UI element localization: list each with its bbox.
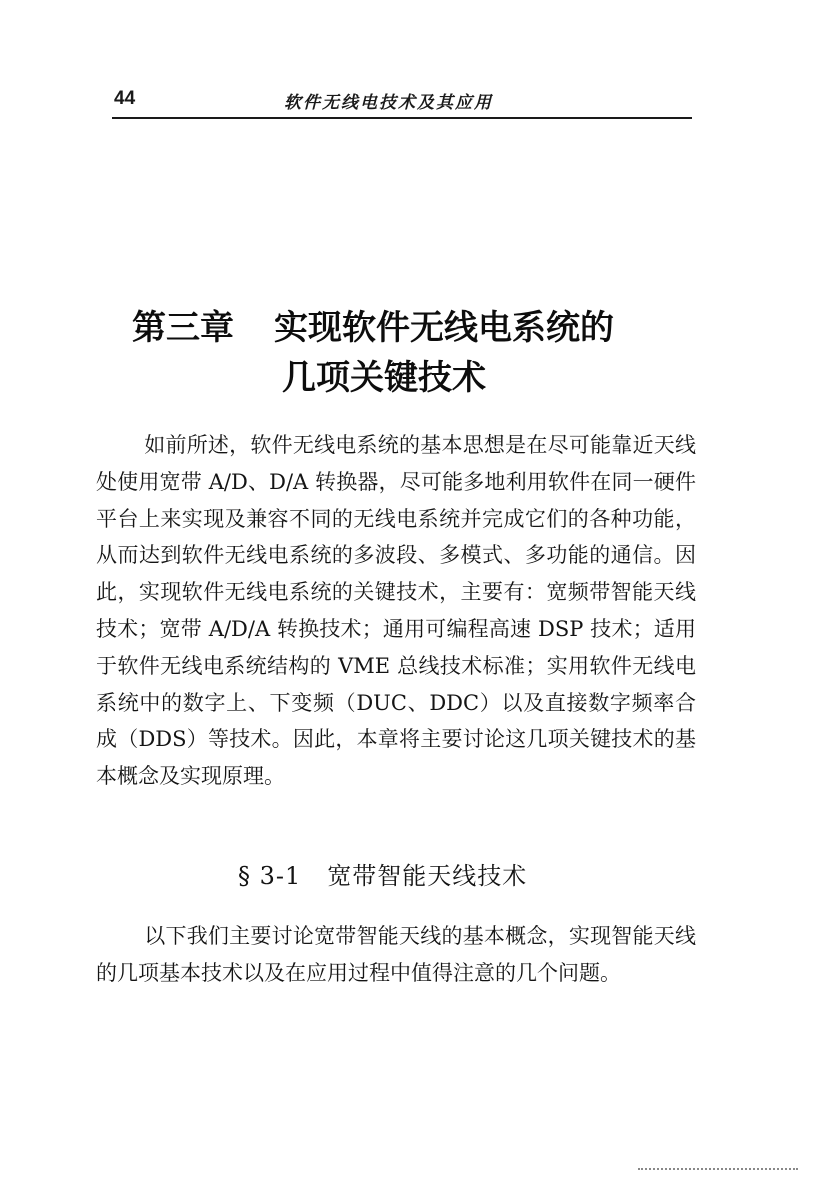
chapter-title bbox=[132, 303, 712, 403]
chapter-label: 第三章 bbox=[132, 308, 234, 348]
page-number: 44 bbox=[114, 88, 136, 109]
running-title: 软件无线电技术及其应用 bbox=[284, 93, 493, 113]
chapter-title-line2: 几项关键技术 bbox=[282, 358, 486, 398]
running-header bbox=[112, 86, 692, 118]
section-intro-paragraph bbox=[96, 918, 696, 992]
header-rule bbox=[112, 117, 692, 119]
intro-paragraph-text: 如前所述，软件无线电系统的基本思想是在尽可能靠近天线处使用宽带 A/D、D/A 转换器，尽可能多地利用软件在同一硬件平台上来实现及兼容不同的无线电系统并完成它们的各种功能，从而达到软件无线电系统的多波段、多模式、多功能的通信。因此，实现软件无线电系统的关键技术，主要有：宽频带智能天线技术；宽带 A/D/A 转换技术；通用可编程高速 DSP 技术；适用于软件无线电系统结构的 VME 总线技术标准；实用软件无线电系统中的数字上、下变频（DUC、DDC）以及直接数字频率合成（DDS）等技术。因此，本章将主要讨论这几项关键技术的基本概念及实现原理。 bbox=[96, 433, 696, 789]
intro-paragraph bbox=[96, 427, 696, 795]
section-intro-paragraph-text: 以下我们主要讨论宽带智能天线的基本概念，实现智能天线的几项基本技术以及在应用过程中值得注意的几个问题。 bbox=[96, 924, 696, 985]
section-number: § 3-1 bbox=[238, 862, 302, 890]
section-title: 宽带智能天线技术 bbox=[327, 862, 528, 890]
chapter-title-line1: 实现软件无线电系统的 bbox=[274, 308, 614, 348]
section-heading bbox=[238, 856, 527, 891]
scan-edge-mark bbox=[638, 1168, 798, 1170]
